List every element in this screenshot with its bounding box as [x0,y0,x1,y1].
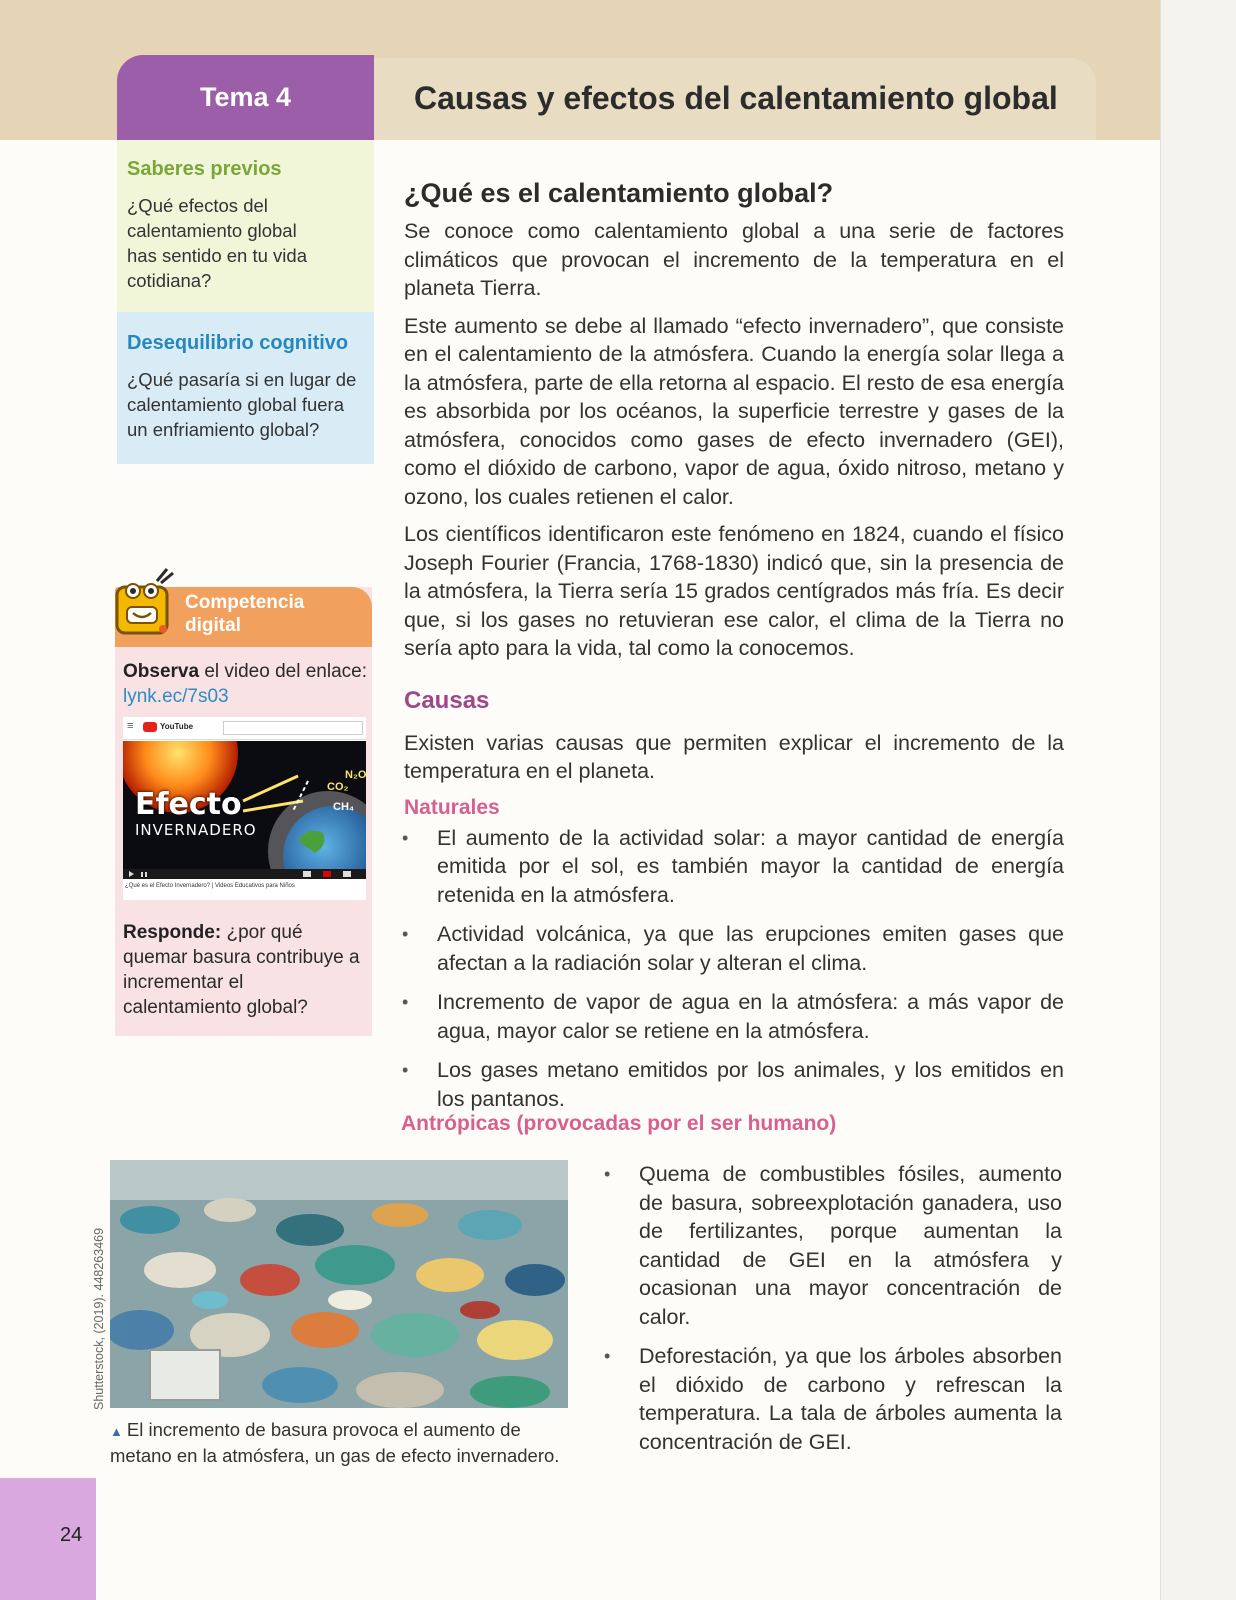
list-item: • Incremento de vapor de agua en la atmósfera: a más vapor de agua, mayor calor se retiene en la atmósfera. [404,988,1064,1045]
garbage-photo [110,1160,568,1408]
video-link[interactable]: lynk.ec/7s03 [123,686,229,707]
paragraph-3: Los científicos identificaron este fenómeno en 1824, cuando el físico Joseph Fourier (Francia, 1768-1830) indicó que, sin la presencia de la atmósfera, la Tierra sería 15 grados centígrados más fría. Es decir que, si los gases no retuvieran ese calor, el clima de la Tierra no sería apto para la vida, tal como la conocemos. [404,522,1064,660]
ch4-label: CH₄ [333,801,355,813]
youtube-bar [123,717,366,740]
question-heading: ¿Qué es el calentamiento global? [404,178,834,208]
causas-heading: Causas [404,686,490,714]
saberes-previos-box [117,140,374,312]
competencia-digital-box [115,587,372,1036]
list-item: • El aumento de la actividad solar: a mayor cantidad de energía emitida por el sol, es también mayor la cantidad de energía retenida en la atmósfera. [404,824,1064,910]
naturales-heading: Naturales [404,795,500,819]
paragraph-1: Se conoce como calentamiento global a una serie de factores climáticos que provocan el incremento de la temperatura en el planeta Tierra. [404,219,1064,300]
list-item: • Actividad volcánica, ya que las erupciones emiten gases que afectan a la radiación solar y alteran el clima. [404,920,1064,977]
responde-text: Responde: ¿por qué quemar basura contribuye a incrementar el calentamiento global? [123,922,360,1018]
menu-icon: ≡ [127,720,134,732]
desequilibrio-heading: Desequilibrio cognitivo [127,332,349,354]
competencia-heading: Competencia digital [185,592,305,636]
tema-label: Tema 4 [199,82,292,112]
list-item: • Quema de combustibles fósiles, aumento de basura, sobreexplotación ganadera, uso de fertilizantes, porque aumentan la cantidad de GEI en la atmósfera y ocasionan una mayor concentración de calor. [606,1160,1062,1331]
desequilibrio-text: ¿Qué pasaría si en lugar de calentamiento global fuera un enfriamiento global? [127,369,357,440]
youtube-search-input[interactable] [223,721,363,735]
causas-intro: Existen varias causas que permiten explicar el incremento de la temperatura en el planeta. [404,730,1064,783]
photo-credit: Shutterstock, (2019). 448263469 [92,1227,106,1410]
robot-icon [111,563,181,643]
tema-tab [117,55,374,140]
chapter-title: Causas y efectos del calentamiento global [414,80,1058,116]
paragraph-2: Este aumento se debe al llamado “efecto invernadero”, que consiste en el calentamiento de la atmósfera. Cuando la energía solar llega a la atmósfera, parte de ella retorna al espacio. El resto de esa energía es absorbida por los océanos, la superficie terrestre y gases de la atmósfera, conocidos como gases de efecto invernadero (GEI), como el dióxido de carbono, vapor de agua, óxido nitroso, metano y ozono, los cuales retienen el calor. [404,313,1064,509]
video-title: Efecto INVERNADERO [135,787,257,839]
antropicas-heading: Antrópicas (provocadas por el ser humano) [401,1112,837,1135]
photo-caption: ▲ El incremento de basura provoca el aumento de metano en la atmósfera, un gas de efecto invernadero. [110,1419,560,1466]
list-item: • Los gases metano emitidos por los animales, y los emitidos en los pantanos. [404,1056,1064,1113]
observa-text: Observa el video del enlace: lynk.ec/7s03 [123,661,367,707]
page-number: 24 [60,1524,83,1546]
video-screenshot[interactable] [123,717,366,900]
garbage-image [110,1160,568,1408]
competencia-header [115,587,372,647]
n2o-label: N₂O [345,769,366,781]
list-item: • Deforestación, ya que los árboles absorben el dióxido de carbono y refrescan la temperatura. La tala de árboles aumenta la concentración de GEI. [606,1342,1062,1456]
youtube-label: YouTube [160,722,194,731]
antropicas-list [606,1160,1062,1467]
video-caption: ¿Qué es el Efecto Invernadero? | Videos Educativos para Niños [125,883,295,889]
desequilibrio-box [117,312,374,464]
video-frame[interactable] [123,741,366,879]
saberes-heading: Saberes previos [127,158,282,180]
saberes-text: ¿Qué efectos del calentamiento global has sentido en tu vida cotidiana? [127,195,307,291]
naturales-list [404,824,1064,1114]
triangle-icon: ▲ [110,1424,123,1439]
youtube-logo-icon [143,722,157,732]
page-edge [1160,0,1236,1600]
main-content [404,178,1064,1124]
co2-label: CO₂ [327,781,349,793]
